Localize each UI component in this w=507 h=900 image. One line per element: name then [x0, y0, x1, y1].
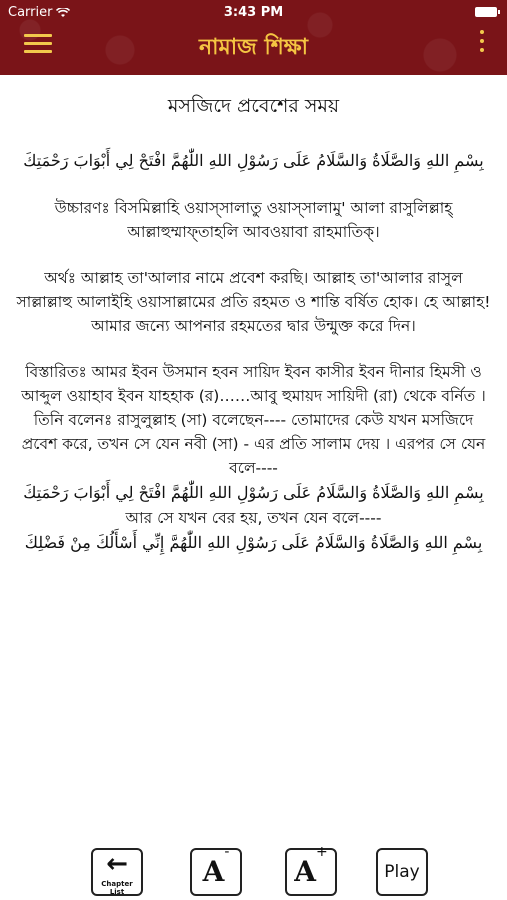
- font-increase-sign: +: [316, 844, 328, 860]
- pronunciation-text: উচ্চারণঃ বিসমিল্লাহি ওয়াস্সালাতু ওয়াস্সালামু' আলা রাসুলিল্লাহ্ আল্লাহুম্মাফ্‌তাহলি আবওয়াবা রাহমাতিক্‌।: [54, 199, 453, 241]
- dua-arabic: بِسْمِ اللهِ وَالصَّلَاةُ وَالسَّلَامُ عَلَى رَسُوْلِ اللهِ اللّٰهُمَّ افْتَحْ لِي أَبْوَابَ رَحْمَتِكَ: [23, 151, 484, 170]
- meaning-text: অর্থঃ আল্লাহ তা'আলার নামে প্রবেশ করছি। আল্লাহ তা'আলার রাসুল সাল্লাল্লাহু আলাইহি ওয়াসাল্লামের প্রতি রহমত ও শান্তি বর্ষিত হোক। হে আল্লাহ! আমার জন্যে আপনার রহমতের দ্বার উন্মুক্ত করে দিন।: [16, 269, 491, 335]
- arrow-left-icon: ←: [106, 849, 128, 879]
- chapter-list-label: Chapter List: [101, 880, 133, 896]
- app-title: নামাজ শিক্ষা: [199, 35, 308, 60]
- status-time: 3:43 PM: [223, 5, 284, 20]
- battery-icon: [475, 7, 497, 17]
- details-arabic-entry: بِسْمِ اللهِ وَالصَّلَاةُ وَالسَّلَامُ عَلَى رَسُوْلِ اللهِ اللّٰهُمَّ افْتَحْ لِي أَبْوَابَ رَحْمَتِكَ: [23, 483, 484, 502]
- carrier-label: Carrier: [8, 5, 53, 20]
- font-increase-button[interactable]: [285, 844, 337, 896]
- status-bar: [0, 0, 507, 26]
- details-exit-text: আর সে যখন বের হয়, তখন যেন বলে----: [125, 509, 382, 527]
- font-decrease-glyph: A: [202, 855, 225, 888]
- font-decrease-sign: -: [224, 844, 230, 860]
- details-text: বিস্তারিতঃ আমর ইবন উসমান হবন সায়িদ ইবন কাসীর ইবন দীনার হিমসী ও আব্দুল ওয়াহাব ইবন যাহহাক (র)……আবু হুমায়দ সায়িদী (রা) থেকে বর্নিত । তিনি বলেনঃ রাসুলুল্লাহ (সা) বলেছেন---- তোমাদের কেউ যখন মসজিদে প্রবেশ করে, তখন সে যেন নবী (সা) - এর প্রতি সালাম দেয় । এরপর সে যেন বলে----: [21, 363, 486, 477]
- play-button[interactable]: Play: [376, 848, 428, 896]
- more-options-icon[interactable]: [477, 30, 487, 60]
- details-arabic-exit: بِسْمِ اللهِ وَالصَّلَاةُ وَالسَّلَامُ عَلَى رَسُوْلِ اللهِ اللّٰهُمَّ إِنِّي أَسْأَلُكَ مِنْ فَضْلِكَ: [24, 533, 483, 552]
- app-header: [0, 0, 507, 75]
- chapter-list-button[interactable]: [91, 848, 143, 896]
- chapter-title: মসজিদে প্রবেশের সময়: [167, 95, 340, 117]
- font-increase-glyph: A: [294, 855, 316, 888]
- bottom-toolbar: [0, 840, 507, 900]
- chapter-content: [14, 92, 493, 556]
- font-decrease-button[interactable]: [190, 844, 242, 896]
